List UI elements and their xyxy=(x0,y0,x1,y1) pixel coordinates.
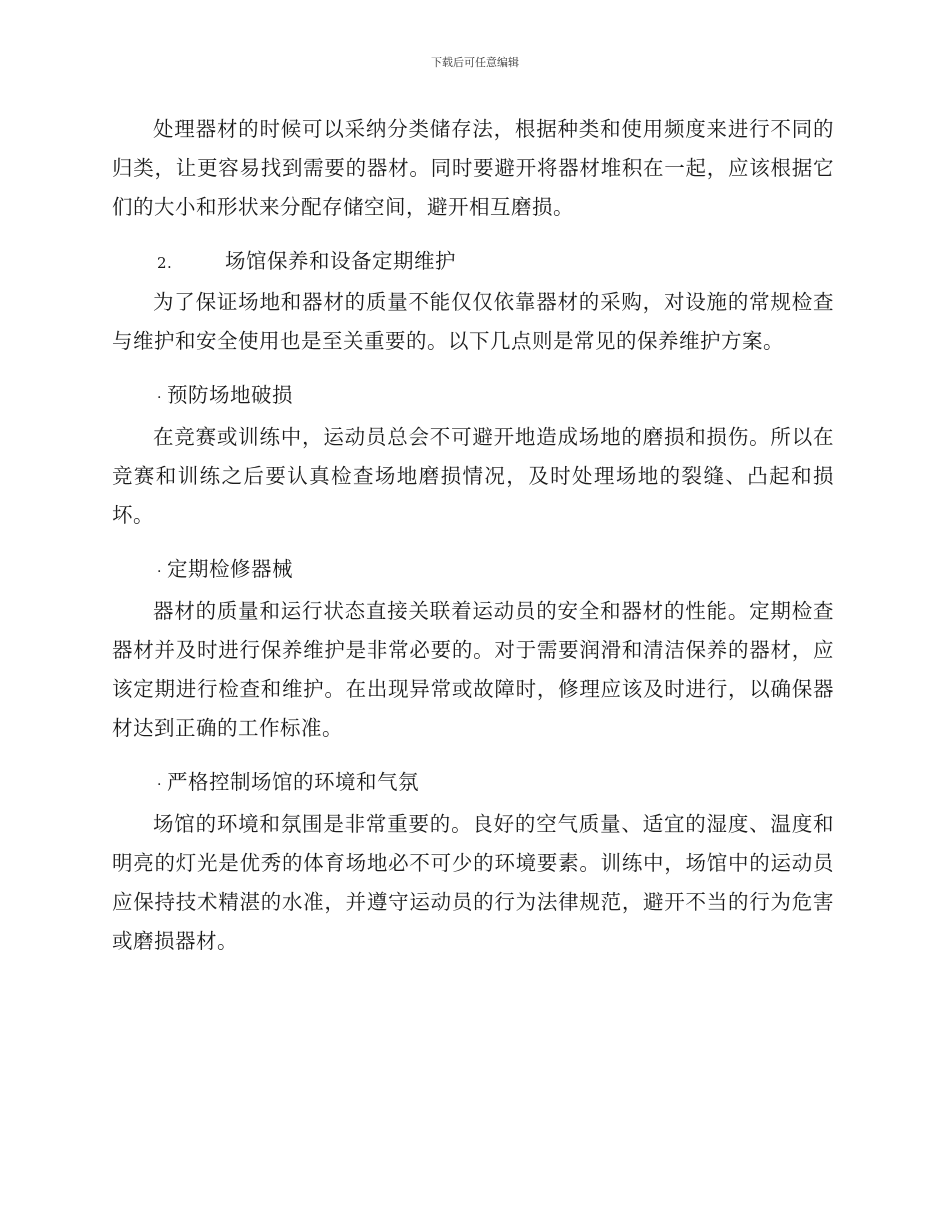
bullet-label: 预防场地破损 xyxy=(167,383,293,407)
bullet-environment-control xyxy=(112,763,834,805)
bullet-dot: · xyxy=(157,390,162,406)
section-heading-maintenance xyxy=(112,242,834,283)
paragraph-equipment-inspection: 器材的质量和运行状态直接关联着运动员的安全和器材的性能。定期检查器材并及时进行保养维护是非常必要的。对于需要润滑和清洁保养的器材，应该定期进行检查和维护。在出现异常或故障时，修理应该及时进行，以确保器材达到正确的工作标准。 xyxy=(112,599,834,740)
paragraph-environment-control: 场馆的环境和氛围是非常重要的。良好的空气质量、适宜的湿度、温度和明亮的灯光是优秀的体育场地必不可少的环境要素。训练中，场馆中的运动员应保持技术精湛的水准，并遵守运动员的行为法律规范，避开不当的行为危害或磨损器材。 xyxy=(112,812,834,953)
page-header: 下载后可任意编辑 xyxy=(431,56,519,69)
bullet-dot: · xyxy=(157,777,162,793)
paragraph-storage-method: 处理器材的时候可以采纳分类储存法，根据种类和使用频度来进行不同的归类，让更容易找到需要的器材。同时要避开将器材堆积在一起，应该根据它们的大小和形状来分配存储空间，避开相互磨损。 xyxy=(112,117,834,219)
section-title: 场馆保养和设备定期维护 xyxy=(225,249,456,273)
bullet-label: 严格控制场馆的环境和气氛 xyxy=(167,770,419,794)
bullet-label: 定期检修器械 xyxy=(167,557,293,581)
document-body xyxy=(112,110,834,961)
bullet-dot: · xyxy=(157,564,162,580)
paragraph-prevent-damage: 在竞赛或训练中，运动员总会不可避开地造成场地的磨损和损伤。所以在竞赛和训练之后要认真检查场地磨损情况，及时处理场地的裂缝、凸起和损坏。 xyxy=(112,425,834,527)
section-number: 2. xyxy=(157,254,173,272)
bullet-prevent-damage xyxy=(112,376,834,418)
bullet-equipment-inspection xyxy=(112,550,834,592)
paragraph-maintenance-intro: 为了保证场地和器材的质量不能仅仅依靠器材的采购，对设施的常规检查与维护和安全使用也是至关重要的。以下几点则是常见的保养维护方案。 xyxy=(112,290,834,353)
